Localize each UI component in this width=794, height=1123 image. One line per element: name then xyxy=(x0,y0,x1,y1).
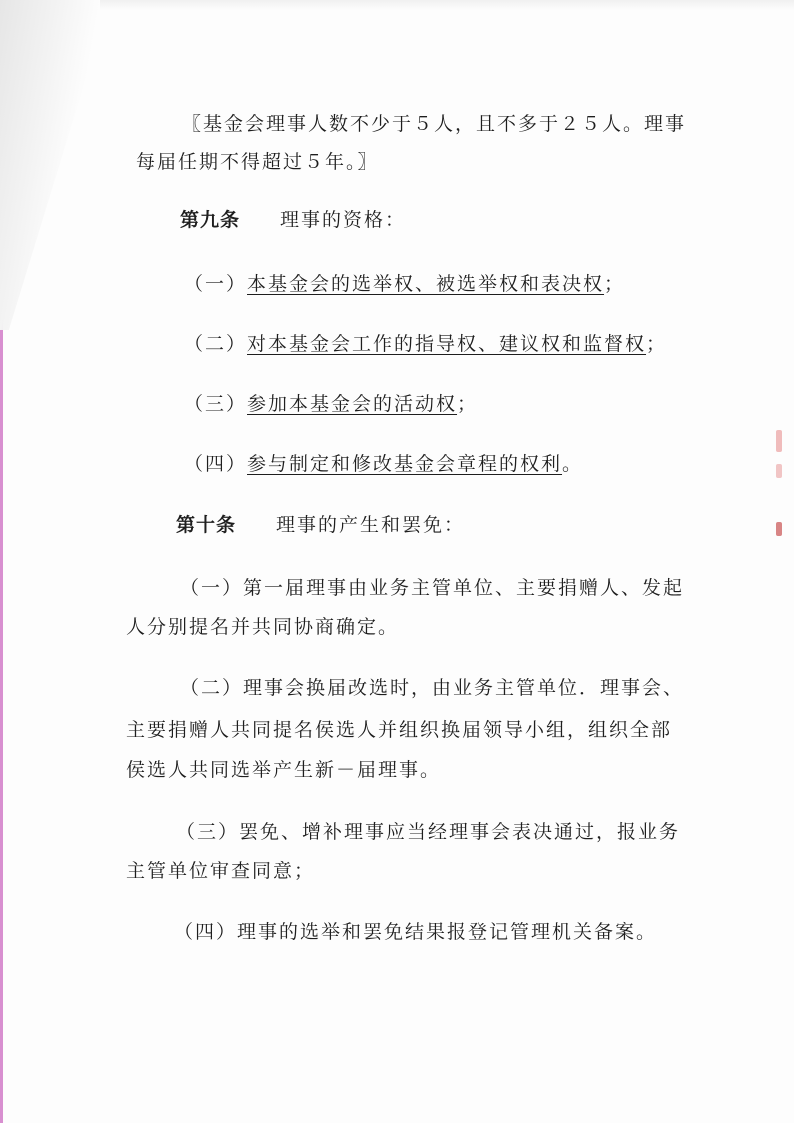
article-9-item-3 xyxy=(184,392,478,416)
item-number: （一） xyxy=(184,273,248,295)
article-10-item-2-line-3: 侯选人共同选举产生新－届理事。 xyxy=(126,759,442,781)
article-9-item-4 xyxy=(184,452,583,476)
scan-shadow xyxy=(100,0,794,10)
item-punctuation: ； xyxy=(646,333,668,355)
item-number: （二） xyxy=(184,333,248,355)
article-9-heading: 第九条 xyxy=(180,209,241,231)
item-text: 本基金会的选举权、被选举权和表决权 xyxy=(247,273,605,295)
article-9-item-2 xyxy=(184,332,667,356)
item-number: （三） xyxy=(184,393,248,415)
seal-edge-mark xyxy=(770,430,788,540)
folded-corner xyxy=(0,0,110,330)
intro-line-2: 每届任期不得超过５年。〗 xyxy=(136,151,379,173)
article-10-heading: 第十条 xyxy=(176,514,237,536)
article-10-item-4-line-1: （四）理事的选举和罢免结果报登记管理机关备案。 xyxy=(174,921,658,943)
article-9-title: 理事的资格： xyxy=(280,209,407,231)
item-punctuation: ； xyxy=(457,393,479,415)
intro-line-1: 〖基金会理事人数不少于５人，且不多于２５人。理事 xyxy=(182,113,687,135)
article-10-title: 理事的产生和罢免： xyxy=(276,514,466,536)
item-number: （四） xyxy=(184,453,248,475)
article-10-item-3-line-2: 主管单位审查同意； xyxy=(126,860,316,882)
item-punctuation: ； xyxy=(604,273,626,295)
item-text: 参与制定和修改基金会章程的权利 xyxy=(247,453,563,475)
article-9-item-1 xyxy=(184,272,625,296)
article-10-item-3-line-1: （三）罢免、增补理事应当经理事会表决通过，报业务 xyxy=(176,821,681,843)
article-9 xyxy=(180,208,406,232)
item-punctuation: 。 xyxy=(562,453,584,475)
item-text: 参加本基金会的活动权 xyxy=(247,393,458,415)
article-10 xyxy=(176,513,465,537)
article-10-item-1-line-2: 人分别提名并共同协商确定。 xyxy=(126,616,400,638)
article-10-item-2-line-1: （二）理事会换届改选时，由业务主管单位．理事会、 xyxy=(180,677,685,699)
article-10-item-1-line-1: （一）第一届理事由业务主管单位、主要捐赠人、发起 xyxy=(180,577,685,599)
item-text: 对本基金会工作的指导权、建议权和监督权 xyxy=(247,333,647,355)
article-10-item-2-line-2: 主要捐赠人共同提名侯选人并组织换届领导小组，组织全部 xyxy=(126,719,673,741)
